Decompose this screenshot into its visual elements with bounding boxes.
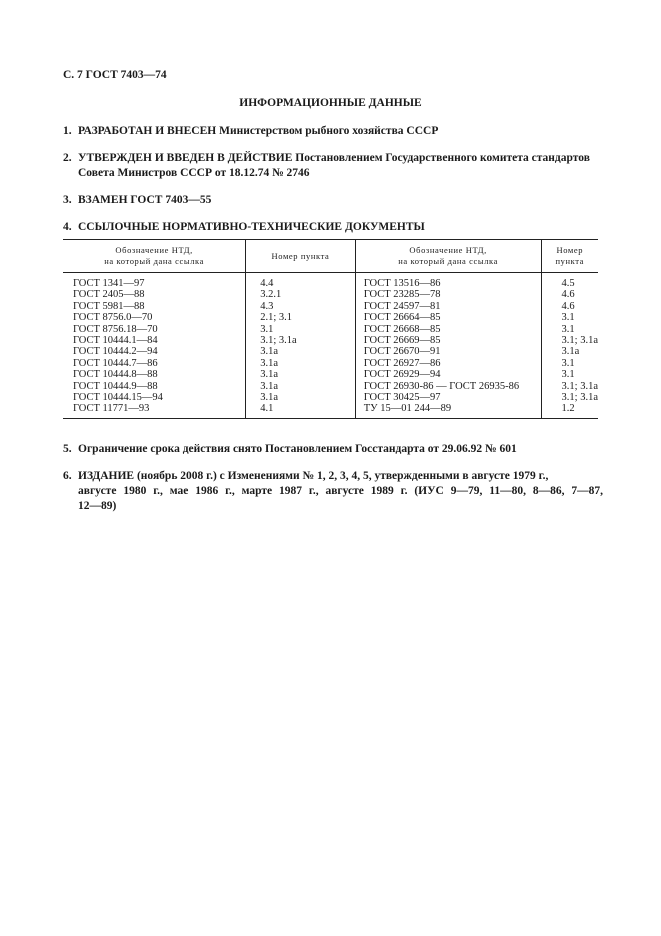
clause-number-cell: 3.1а <box>246 358 355 369</box>
document-designation-cell: ГОСТ 26927—86 <box>355 358 541 369</box>
clause-number-cell: 4.6 <box>541 301 598 312</box>
item-number: 6. <box>63 470 72 482</box>
table-row <box>63 324 598 335</box>
column-header-clause: Номер пункта <box>246 240 355 273</box>
document-designation-cell: ТУ 15—01 244—89 <box>355 403 541 418</box>
item-number: 4. <box>63 221 72 233</box>
page-header: С. 7 ГОСТ 7403—74 <box>63 69 167 81</box>
header-line: Обозначение НТД, <box>409 245 487 255</box>
document-designation-cell: ГОСТ 13516—86 <box>355 273 541 290</box>
clause-number-cell: 1.2 <box>541 403 598 418</box>
info-item-references <box>63 220 603 235</box>
document-designation-cell: ГОСТ 8756.0—70 <box>73 312 153 324</box>
document-designation-cell: ГОСТ 26930-86 — ГОСТ 26935-86 <box>355 381 541 392</box>
clause-number-cell: 3.1а <box>246 369 355 380</box>
clause-number-cell: 4.1 <box>246 403 355 418</box>
document-designation-cell: ГОСТ 26929—94 <box>355 369 541 380</box>
table-row <box>63 312 598 323</box>
item-text-continued: августе 1980 г., мае 1986 г., марте 1987 г., августе 1989 г. (ИУС 9—79, 11—80, 8—86, 7—87, <box>78 485 603 497</box>
document-designation-cell: ГОСТ 26668—85 <box>355 324 541 335</box>
table-row <box>63 392 598 403</box>
info-item-edition <box>63 469 603 514</box>
item-text-continued: 12—89) <box>78 500 117 512</box>
document-designation-cell: ГОСТ 10444.1—84 <box>73 335 158 347</box>
info-item-approved <box>63 151 603 181</box>
document-designation-cell: ГОСТ 10444.9—88 <box>73 380 158 392</box>
item-text: Постановлением Государственного комитета стандартов <box>292 152 590 164</box>
document-designation-cell: ГОСТ 1341—97 <box>73 278 145 289</box>
clause-number-cell: 3.1а <box>541 346 598 357</box>
document-designation-cell: ГОСТ 10444.15—94 <box>73 392 163 404</box>
table-body <box>63 273 598 419</box>
document-designation-cell: ГОСТ 8756.18—70 <box>73 323 158 335</box>
item-number: 3. <box>63 194 72 206</box>
info-item-replaces <box>63 193 603 208</box>
clause-number-cell: 3.2.1 <box>246 289 355 300</box>
clause-number-cell: 4.3 <box>246 301 355 312</box>
info-item-developed <box>63 124 603 139</box>
clause-number-cell: 3.1а <box>246 381 355 392</box>
item-heading: ВЗАМЕН ГОСТ 7403—55 <box>78 194 212 206</box>
clause-number-cell: 3.1; 3.1а <box>541 335 598 346</box>
item-number: 1. <box>63 125 72 137</box>
clause-number-cell: 3.1а <box>246 346 355 357</box>
clause-number-cell: 3.1 <box>541 324 598 335</box>
reference-documents-table <box>63 239 598 419</box>
clause-number-cell: 2.1; 3.1 <box>246 312 355 323</box>
header-line: на который дана ссылка <box>104 256 205 266</box>
item-text: (ноябрь 2008 г.) с Изменениями № 1, 2, 3, 4, 5, утвержденными в августе 1979 г., <box>134 470 549 482</box>
info-item-validity <box>63 442 603 457</box>
document-designation-cell: ГОСТ 10444.7—86 <box>73 357 158 369</box>
document-designation-cell: ГОСТ 23285—78 <box>355 289 541 300</box>
clause-number-cell: 4.6 <box>541 289 598 300</box>
document-designation-cell: ГОСТ 11771—93 <box>63 403 246 418</box>
item-heading: РАЗРАБОТАН И ВНЕСЕН <box>78 125 217 137</box>
item-text-continued: Совета Министров СССР от 18.12.74 № 2746 <box>78 167 310 179</box>
item-heading: УТВЕРЖДЕН И ВВЕДЕН В ДЕЙСТВИЕ <box>78 152 293 164</box>
clause-number-cell: 3.1а <box>246 392 355 403</box>
document-designation-cell: ГОСТ 10444.2—94 <box>73 346 158 358</box>
clause-number-cell: 3.1 <box>541 358 598 369</box>
document-designation-cell: ГОСТ 24597—81 <box>355 301 541 312</box>
column-header-document <box>355 240 541 273</box>
document-designation-cell: ГОСТ 2405—88 <box>73 289 145 301</box>
clause-number-cell: 4.5 <box>541 273 598 290</box>
table-row <box>63 273 598 290</box>
document-designation-cell: ГОСТ 10444.8—88 <box>73 369 158 381</box>
item-heading: ИЗДАНИЕ <box>78 470 135 482</box>
clause-number-cell: 3.1; 3.1а <box>541 392 598 403</box>
table-row <box>63 301 598 312</box>
clause-number-cell: 4.4 <box>246 273 355 290</box>
table-header-row <box>63 240 598 273</box>
document-designation-cell: ГОСТ 26669—85 <box>355 335 541 346</box>
section-title: ИНФОРМАЦИОННЫЕ ДАННЫЕ <box>239 97 422 109</box>
document-designation-cell: ГОСТ 5981—88 <box>73 300 145 312</box>
item-number: 5. <box>63 443 72 455</box>
item-heading: ССЫЛОЧНЫЕ НОРМАТИВНО-ТЕХНИЧЕСКИЕ ДОКУМЕНТЫ <box>78 221 425 233</box>
table-row <box>63 358 598 369</box>
clause-number-cell: 3.1; 3.1а <box>541 381 598 392</box>
document-designation-cell: ГОСТ 26670—91 <box>355 346 541 357</box>
header-line: Обозначение НТД, <box>115 245 193 255</box>
item-number: 2. <box>63 152 72 164</box>
item-text: Министерством рыбного хозяйства СССР <box>216 125 439 137</box>
clause-number-cell: 3.1 <box>541 369 598 380</box>
table-row <box>63 381 598 392</box>
column-header-clause: Номер пункта <box>541 240 598 273</box>
clause-number-cell: 3.1; 3.1а <box>246 335 355 346</box>
clause-number-cell: 3.1 <box>541 312 598 323</box>
table-row <box>63 289 598 300</box>
table-row <box>63 369 598 380</box>
table-row <box>63 403 598 418</box>
table-row <box>63 335 598 346</box>
table-row <box>63 346 598 357</box>
item-text: Ограничение срока действия снято Постановлением Госстандарта от 29.06.92 № 601 <box>78 443 517 455</box>
header-line: на который дана ссылка <box>398 256 499 266</box>
column-header-document <box>63 240 246 273</box>
clause-number-cell: 3.1 <box>246 324 355 335</box>
document-designation-cell: ГОСТ 26664—85 <box>355 312 541 323</box>
document-designation-cell: ГОСТ 30425—97 <box>355 392 541 403</box>
